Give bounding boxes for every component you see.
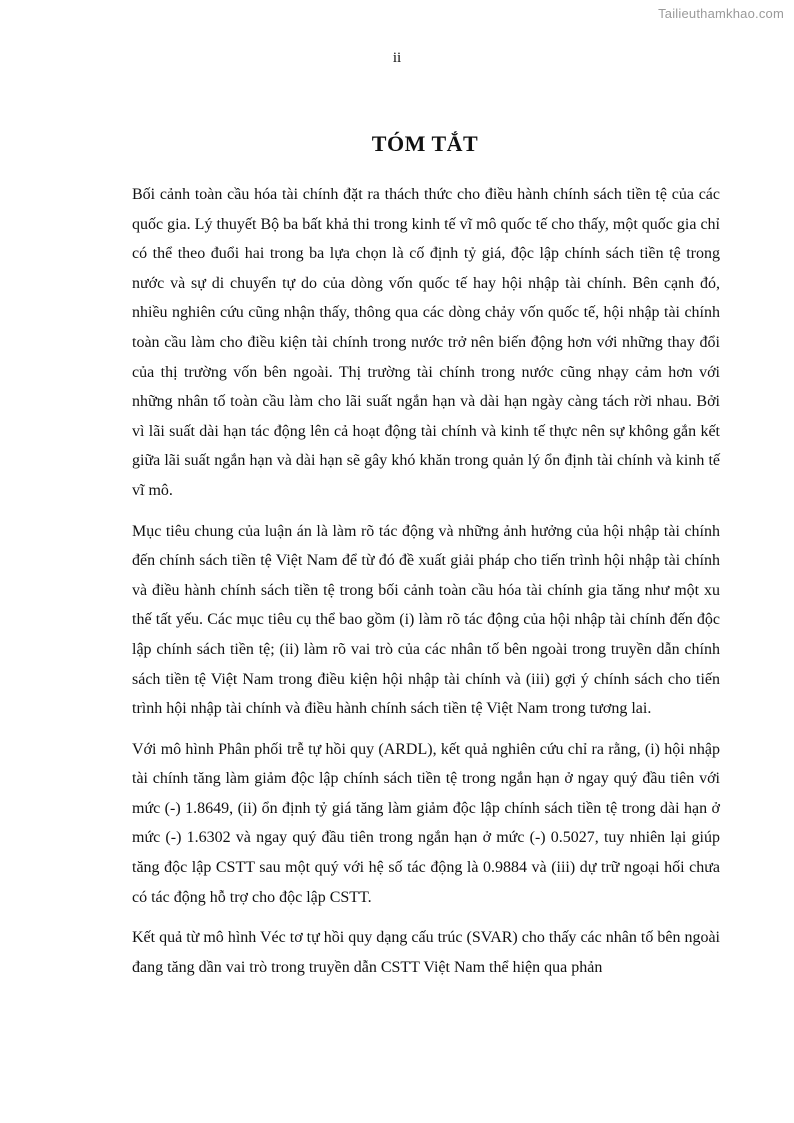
paragraph-3: Với mô hình Phân phối trễ tự hồi quy (ARDL), kết quả nghiên cứu chỉ ra rằng, (i) hội nhập tài chính tăng làm giảm độc lập chính sách tiền tệ trong ngắn hạn ở ngay quý đầu tiên với mức (-) 1.8649, (ii) ổn định tỷ giá tăng làm giảm độc lập chính sách tiền tệ trong dài hạn ở mức (-) 1.6302 và ngay quý đầu tiên trong ngắn hạn ở mức (-) 0.5027, tuy nhiên lại giúp tăng độc lập CSTT sau một quý với hệ số tác động là 0.9884 và (iii) dự trữ ngoại hối chưa có tác động hỗ trợ cho độc lập CSTT. [132, 740, 720, 906]
watermark: Tailieuthamkhao.com [658, 6, 784, 21]
abstract-body [132, 180, 720, 993]
page-number: ii [392, 50, 402, 66]
paragraph-1: Bối cảnh toàn cầu hóa tài chính đặt ra thách thức cho điều hành chính sách tiền tệ của các quốc gia. Lý thuyết Bộ ba bất khả thi trong kinh tế vĩ mô quốc tế cho thấy, một quốc gia chỉ có thể theo đuổi hai trong ba lựa chọn là cố định tỷ giá, độc lập chính sách tiền tệ trong nước và sự di chuyển tự do của dòng vốn quốc tế hay hội nhập tài chính. Bên cạnh đó, nhiều nghiên cứu cũng nhận thấy, thông qua các dòng chảy vốn quốc tế, hội nhập tài chính toàn cầu làm cho điều kiện tài chính trong nước trở nên biến động hơn với những thay đổi của thị trường vốn bên ngoài. Thị trường tài chính trong nước cũng nhạy cảm hơn với những nhân tố toàn cầu làm cho lãi suất ngắn hạn và dài hạn ngày càng tách rời nhau. Bởi vì lãi suất dài hạn tác động lên cả hoạt động tài chính và kinh tế thực nên sự không gắn kết giữa lãi suất ngắn hạn và dài hạn sẽ gây khó khăn trong quản lý ổn định tài chính và kinh tế vĩ mô. [132, 186, 720, 499]
page-title: TÓM TẮT [371, 131, 479, 156]
paragraph-4: Kết quả từ mô hình Véc tơ tự hồi quy dạng cấu trúc (SVAR) cho thấy các nhân tố bên ngoài đang tăng dần vai trò trong truyền dẫn CSTT Việt Nam thể hiện qua phản [132, 929, 720, 976]
paragraph-2: Mục tiêu chung của luận án là làm rõ tác động và những ảnh hưởng của hội nhập tài chính đến chính sách tiền tệ Việt Nam để từ đó đề xuất giải pháp cho tiến trình hội nhập tài chính và điều hành chính sách tiền tệ trong bối cảnh toàn cầu hóa tài chính gia tăng như một xu thế tất yếu. Các mục tiêu cụ thể bao gồm (i) làm rõ tác động của hội nhập tài chính đến độc lập chính sách tiền tệ; (ii) làm rõ vai trò của các nhân tố bên ngoài trong truyền dẫn chính sách tiền tệ Việt Nam trong điều kiện hội nhập tài chính và (iii) gợi ý chính sách cho tiến trình hội nhập tài chính và điều hành chính sách tiền tệ Việt Nam trong tương lai. [132, 522, 720, 718]
